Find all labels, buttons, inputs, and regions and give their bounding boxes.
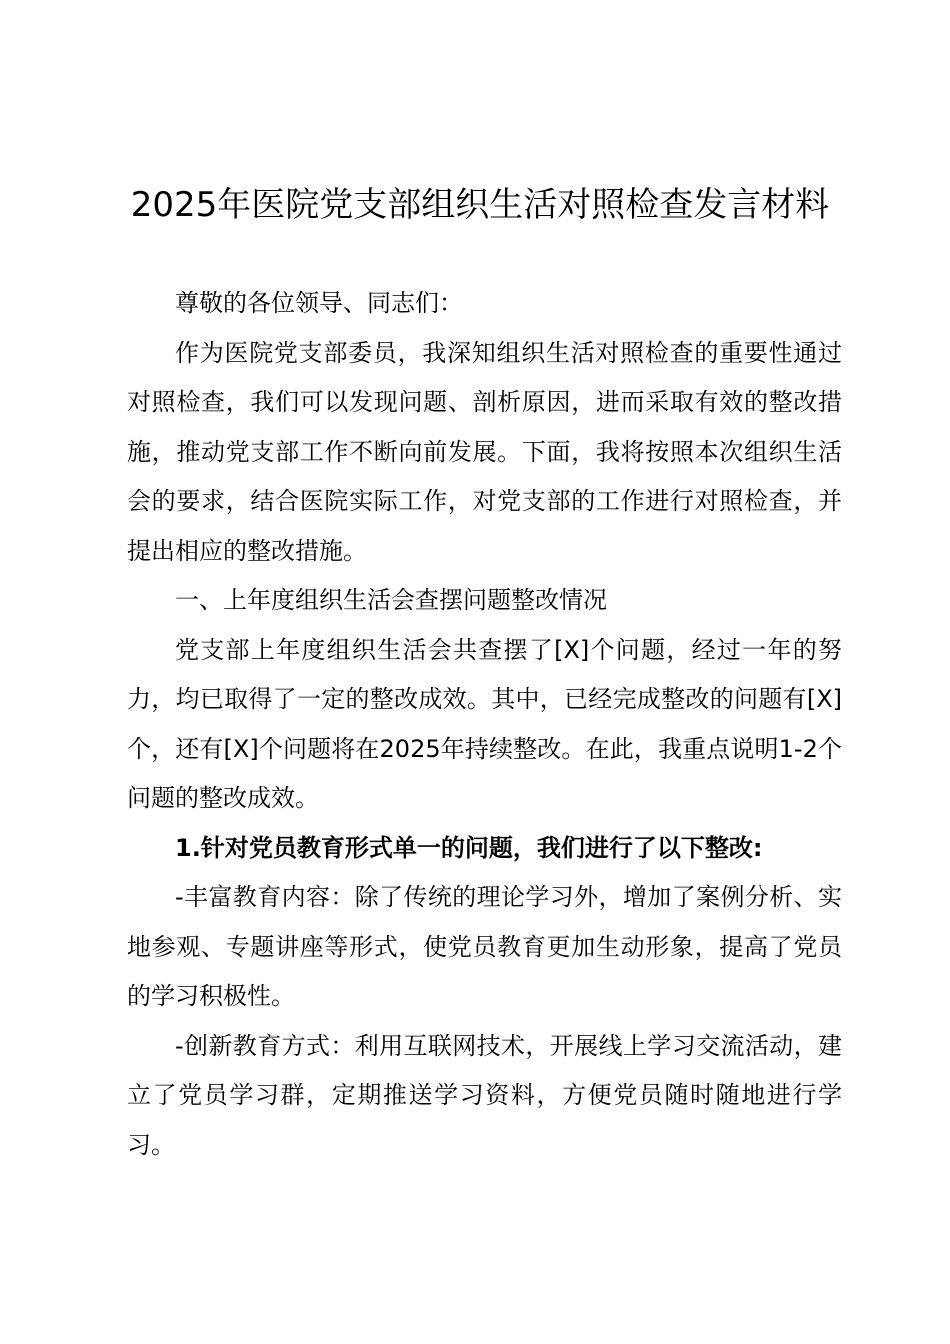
intro-paragraph: 作为医院党支部委员，我深知组织生活对照检查的重要性通过对照检查，我们可以发现问题、剖析原因，进而采取有效的整改措施，推动党支部工作不断向前发展。下面，我将按照本次组织生活会的要求，结合医院实际工作，对党支部的工作进行对照检查，并提出相应的整改措施。 <box>127 338 842 565</box>
rectification-summary-paragraph: 党支部上年度组织生活会共查摆了[X]个问题，经过一年的努力，均已取得了一定的整改成效。其中，已经完成整改的问题有[X]个，还有[X]个问题将在2025年持续整改。在此，我重点说明1-2个问题的整改成效。 <box>127 635 842 812</box>
document-title: 2025年医院党支部组织生活对照检查发言材料 <box>130 185 830 225</box>
section-heading: 一、上年度组织生活会查摆问题整改情况 <box>175 586 607 614</box>
measure-paragraph-method: -创新教育方式：利用互联网技术，开展线上学习交流活动，建立了党员学习群，定期推送学习资料，方便党员随时随地进行学习。 <box>127 1031 842 1159</box>
salutation-paragraph: 尊敬的各位领导、同志们： <box>175 289 463 317</box>
subsection-heading: 1.针对党员教育形式单一的问题，我们进行了以下整改: <box>175 833 763 862</box>
document-body <box>127 279 842 1170</box>
measure-paragraph-content: -丰富教育内容：除了传统的理论学习外，增加了案例分析、实地参观、专题讲座等形式，使党员教育更加生动形象，提高了党员的学习积极性。 <box>127 883 842 1010</box>
